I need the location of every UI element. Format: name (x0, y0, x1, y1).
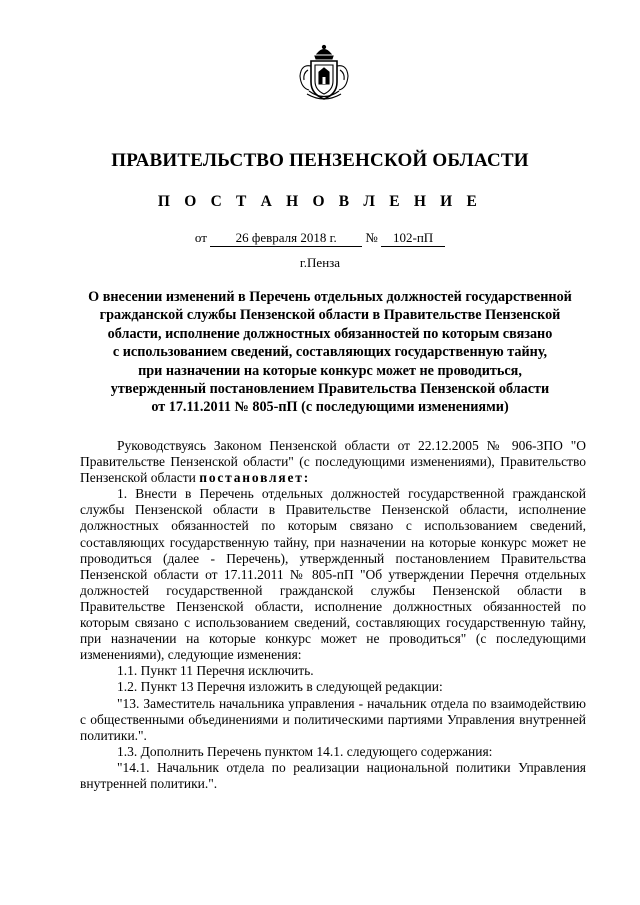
clause-1-paragraph: 1. Внести в Перечень отдельных должностей государственной гражданской службы Пензенской области в Правительстве Пензенской области, исполнение должностных обязанностей по которым связано с использованием сведений, составляющих государственную тайну, при назначении на которые конкурс может не проводиться (далее - Перечень), утвержденный постановлением Правительства Пензенской области от 17.11.2011 № 805-пП "Об утверждении Перечня отдельных должностей государственной гражданской службы Пензенской области в Правительстве Пензенской области, исполнение должностных обязанностей по которым связано с использованием сведений, составляющих государственную тайну, при назначении на которые конкурс может не проводиться" (с последующими изменениями), следующие изменения: (80, 486, 586, 663)
title-line: от 17.11.2011 № 805-пП (с последующими изменениями) (151, 399, 509, 416)
date-number-line (0, 230, 640, 247)
coat-of-arms-emblem (297, 44, 351, 102)
title-line: с использованием сведений, составляющих государственную тайну, (112, 344, 548, 361)
preamble-paragraph (80, 438, 586, 486)
document-body (80, 438, 586, 792)
title-line: гражданской службы Пензенской области в Правительстве Пензенской (99, 307, 561, 324)
clause-1-1-paragraph: 1.1. Пункт 11 Перечня исключить. (117, 663, 314, 679)
city: г.Пенза (299, 255, 341, 270)
clause-1-2-paragraph: 1.2. Пункт 13 Перечня изложить в следующей редакции: (117, 679, 443, 695)
document-date: 26 февраля 2018 г. (210, 230, 362, 247)
title-line: при назначении на которые конкурс может не проводиться, (138, 362, 522, 379)
clause-14-1-text: "14.1. Начальник отдела по реализации национальной политики Управления внутренней политики.". (80, 759, 586, 791)
document-number: 102-пП (381, 230, 445, 247)
clause-13-text: "13. Заместитель начальника управления - начальник отдела по взаимодействию с общественными объединениями и политическими партиями Управления внутренней политики.". (80, 695, 586, 743)
clause-1-3-paragraph: 1.3. Дополнить Перечень пунктом 14.1. следующего содержания: (117, 743, 493, 759)
preamble-text: Руководствуясь Законом Пензенской области от 22.12.2005 № 906-ЗПО "О Правительстве Пензенской области" (с последующими изменениями), Правительство Пензенской области (80, 438, 586, 486)
resolution-keyword: постановляет: (199, 470, 311, 486)
number-sign: № (365, 230, 378, 245)
title-line: О внесении изменений в Перечень отдельных должностей государственной (88, 289, 572, 305)
document-type-heading: П О С Т А Н О В Л Е Н И Е (157, 193, 483, 210)
organization-heading: ПРАВИТЕЛЬСТВО ПЕНЗЕНСКОЙ ОБЛАСТИ (111, 150, 529, 171)
date-prefix: от (194, 230, 207, 245)
document-title (60, 288, 600, 417)
title-line: области, исполнение должностных обязанностей по которым связано (107, 325, 553, 342)
title-line: утвержденный постановлением Правительства Пензенской области (110, 381, 550, 398)
